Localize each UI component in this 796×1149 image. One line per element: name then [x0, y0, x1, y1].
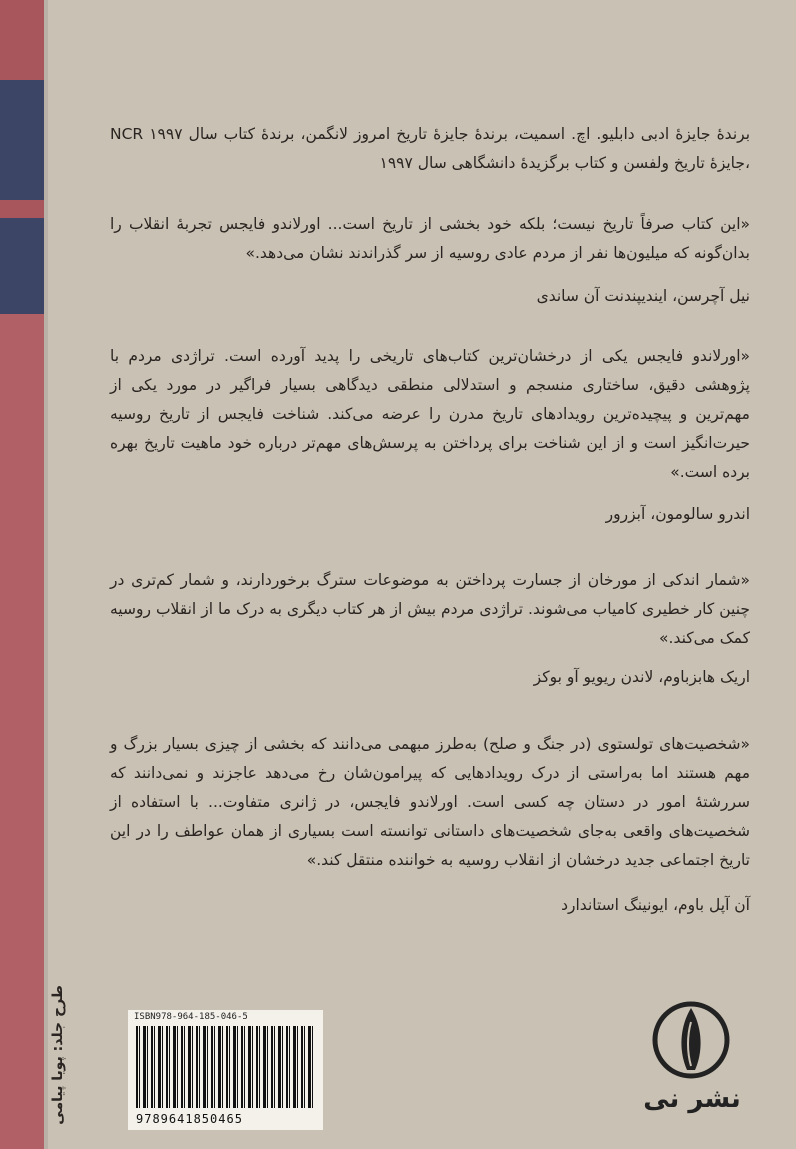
spine-shadow [44, 0, 48, 1149]
quote-block-2 [110, 342, 750, 487]
awards-paragraph [110, 120, 750, 178]
publisher-name: نشر نی [643, 1084, 741, 1114]
quote-block-4 [110, 730, 750, 875]
quote-author: اریک هابزباوم، لاندن ریویو آو بوکز [533, 668, 750, 686]
barcode [128, 1010, 323, 1130]
quote-text: «شخصیت‌های تولستوی (در جنگ و صلح) به‌طرز مبهمی می‌دانند که بخشی از چیزی بسیار بزرگ و مهم هستند اما به‌راستی از درک رویدادهایی که پیرامون‌شان رخ می‌دهد عاجزند و نمی‌دانند که سررشتهٔ امور در دستان چه کسی است. اورلاندو فایجس، در ژانری متفاوت... با استفاده از شخصیت‌های واقعی به‌جای شخصیت‌های داستانی توانسته است بسیاری از همان عواطف را در این تاریخ اجتماعی جدید درخشان از انقلاب روسیه به خواننده منتقل کند.» [110, 735, 750, 869]
stripe-red [0, 0, 44, 80]
stripe-navy [0, 218, 44, 314]
quote-block-1 [110, 210, 750, 268]
stripe-navy [0, 80, 44, 200]
isbn-label: ISBN978-964-185-046-5 [134, 1012, 248, 1022]
paragraph-awards: برندهٔ جایزهٔ ادبی دابلیو. اچ. اسمیت، برندهٔ جایزهٔ تاریخ امروز لانگمن، برندهٔ کتاب سال NCR ۱۹۹۷ ،جایزهٔ تاریخ ولفسن و کتاب برگزیدهٔ دانشگاهی سال ۱۹۹۷ [110, 125, 751, 172]
publisher-logo-icon [651, 1000, 731, 1080]
stripe-red [0, 200, 44, 218]
stripe-red [0, 314, 44, 1149]
cover-designer-credit: طرح جلد: پویا پیامی [50, 985, 66, 1125]
spine-stripes [0, 0, 44, 1149]
quote-text: «شمار اندکی از مورخان از جسارت پرداختن به موضوعات سترگ برخوردارند، و شمار کم‌تری در چنین کار خطیری کامیاب می‌شوند. تراژدی مردم بیش از هر کتاب دیگری به درک ما از انقلاب روسیه کمک می‌کند.» [110, 571, 750, 647]
barcode-number: 9789641850465 [136, 1112, 243, 1126]
quote-block-3 [110, 566, 750, 653]
barcode-bars [136, 1026, 316, 1108]
quote-author: نیل آچرسن، ایندیپندنت آن ساندی [536, 287, 750, 305]
quote-text: «این کتاب صرفاً تاریخ نیست؛ بلکه خود بخشی از تاریخ است... اورلاندو فایجس تجربهٔ انقلاب را بدان‌گونه که میلیون‌ها نفر از مردم عادی روسیه از سر گذراندند نشان می‌دهد.» [110, 215, 750, 262]
quote-author: آن آپل باوم، ایونینگ استاندارد [561, 896, 750, 914]
quote-text: «اورلاندو فایجس یکی از درخشان‌ترین کتاب‌های تاریخی را پدید آورده است. تراژدی مردم با پژوهشی دقیق، ساختاری منسجم و استدلالی منطقی دیدگاهی بسیار فراگیر در مورد یکی از مهم‌ترین و پیچیده‌ترین رویدادهای تاریخ مدرن را عرضه می‌کند. شناخت فایجس از تاریخ روسیه حیرت‌انگیز است و از این شناخت برای پرداختن به پرسش‌های مهم‌تر درباره خود ماهیت تاریخ بهره برده است.» [110, 347, 750, 481]
quote-author: اندرو سالومون، آبزرور [605, 505, 750, 523]
